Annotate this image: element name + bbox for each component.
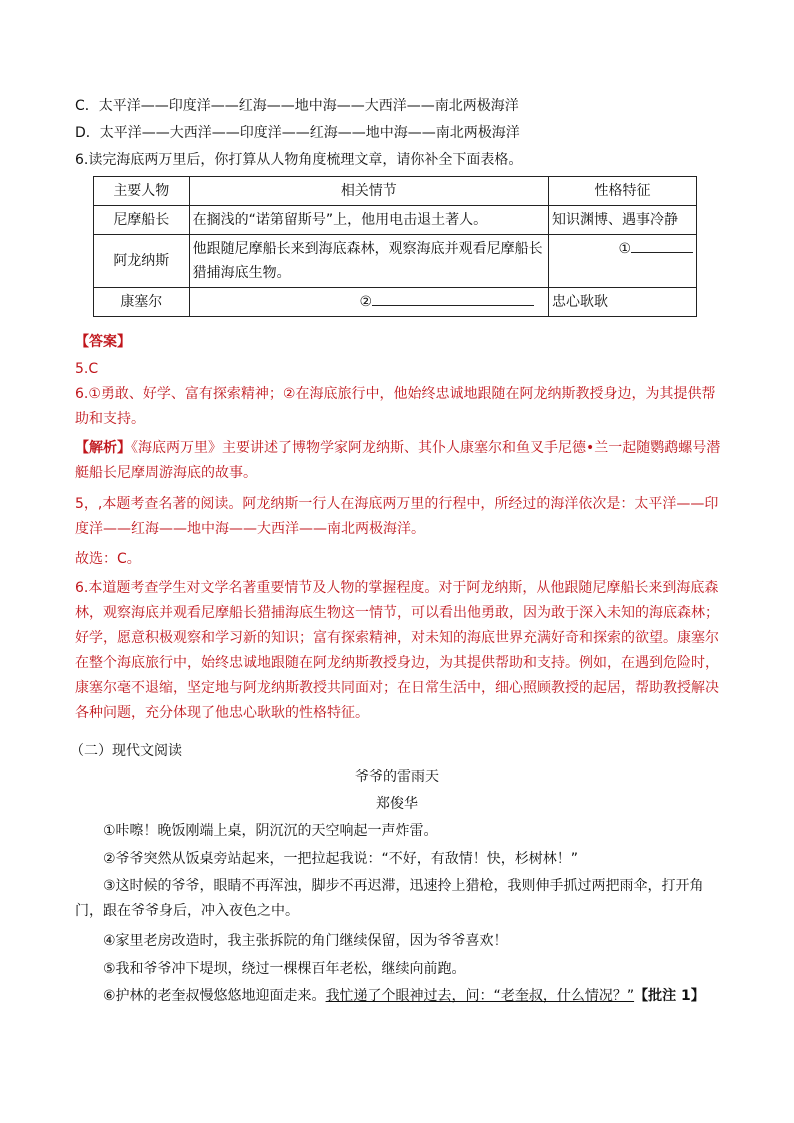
table-header: 性格特征 [549, 177, 697, 206]
option-c: C．太平洋——印度洋——红海——地中海——大西洋——南北两极海洋 [75, 98, 519, 114]
table-cell-blank [549, 235, 697, 288]
paragraph-6 [103, 986, 705, 1006]
table-row [94, 288, 697, 317]
paragraph-2: ②爷爷突然从饭桌旁站起来，一把拉起我说：“不好，有敌情！快，杉树林！” [103, 851, 579, 867]
paragraph-5: ⑤我和爷爷冲下堤坝，绕过一棵棵百年老松，继续向前跑。 [103, 961, 466, 977]
answer-label: 【答案】 [75, 334, 131, 350]
annotated-sentence: 我忙递了个眼神过去，问：“老奎叔，什么情况？” [325, 988, 635, 1004]
table-cell: 康塞尔 [94, 288, 190, 317]
answer-6: 6.①勇敢、好学、富有探索精神；②在海底旅行中，他始终忠诚地跟随在阿龙纳斯教授身边，为其提供帮助和支持。 [75, 386, 716, 427]
blank-marker: ② [359, 294, 372, 310]
analysis-intro [75, 436, 725, 486]
table-cell: 阿龙纳斯 [94, 235, 190, 288]
paragraph-1: ①咔嚓！晚饭刚端上桌，阴沉沉的天空响起一声炸雷。 [103, 823, 438, 839]
option-d: D．太平洋——大西洋——印度洋——红海——地中海——南北两极海洋 [75, 125, 520, 141]
annotation-marker: 【批注 1】 [634, 988, 705, 1004]
table-cell-blank [189, 288, 548, 317]
analysis-label: 【解析】 [75, 440, 131, 456]
character-table [93, 176, 697, 317]
table-cell: 知识渊博、遇事冷静 [549, 206, 697, 235]
fill-in-blank [372, 291, 534, 306]
paragraph-3: ③这时候的爷爷，眼睛不再浑浊，脚步不再迟滞，迅速拎上猎枪，我则伸手抓过两把雨伞，打开角门，跟在爷爷身后，冲入夜色之中。 [75, 878, 704, 919]
table-header-row [94, 177, 697, 206]
explanation-6: 6.本道题考查学生对文学名著重要情节及人物的掌握程度。对于阿龙纳斯，从他跟随尼摩船长来到海底森林，观察海底并观看尼摩船长猎捕海底生物这一情节，可以看出他勇敢，因为敢于深入未知的海底森林；好学，愿意积极观察和学习新的知识；富有探索精神，对未知的海底世界充满好奇和探索的欲望。康塞尔在整个海底旅行中，始终忠诚地跟随在阿龙纳斯教授身边，为其提供帮助和支持。例如，在遇到危险时，康塞尔毫不退缩，坚定地与阿龙纳斯教授共同面对；在日常生活中，细心照顾教授的起居，帮助教授解决各种问题，充分体现了他忠心耿耿的性格特征。 [75, 580, 719, 721]
story-author: 郑俊华 [376, 796, 418, 812]
table-cell: 他跟随尼摩船长来到海底森林，观察海底并观看尼摩船长猎捕海底生物。 [189, 235, 548, 288]
table-header: 相关情节 [189, 177, 548, 206]
table-row [94, 206, 697, 235]
story-title: 爷爷的雷雨天 [355, 769, 439, 785]
table-row [94, 235, 697, 288]
fill-in-blank [631, 238, 693, 253]
answer-5: 5.C [75, 361, 99, 377]
paragraph-4: ④家里老房改造时，我主张拆院的角门继续保留，因为爷爷喜欢！ [103, 933, 508, 949]
paragraph-6-text: ⑥护林的老奎叔慢悠悠地迎面走来。 [103, 988, 326, 1004]
blank-marker: ① [618, 241, 631, 257]
explanation-5: 5，,本题考查名著的阅读。阿龙纳斯一行人在海底两万里的行程中，所经过的海洋依次是：太平洋——印度洋——红海——地中海——大西洋——南北两极海洋。 [75, 496, 719, 537]
explanation-5-choice: 故选：C。 [75, 551, 141, 567]
section-heading: （二）现代文阅读 [70, 743, 182, 759]
table-cell: 尼摩船长 [94, 206, 190, 235]
table-cell: 在搁浅的“诺第留斯号”上，他用电击退土著人。 [189, 206, 548, 235]
table-cell: 忠心耿耿 [549, 288, 697, 317]
question-6: 6.读完海底两万里后，你打算从人物角度梳理文章，请你补全下面表格。 [75, 152, 523, 168]
table-header: 主要人物 [94, 177, 190, 206]
analysis-text: 《海底两万里》主要讲述了博物学家阿龙纳斯、其仆人康塞尔和鱼叉手尼德•兰一起随鹦鹉螺号潜艇船长尼摩周游海底的故事。 [75, 440, 721, 481]
